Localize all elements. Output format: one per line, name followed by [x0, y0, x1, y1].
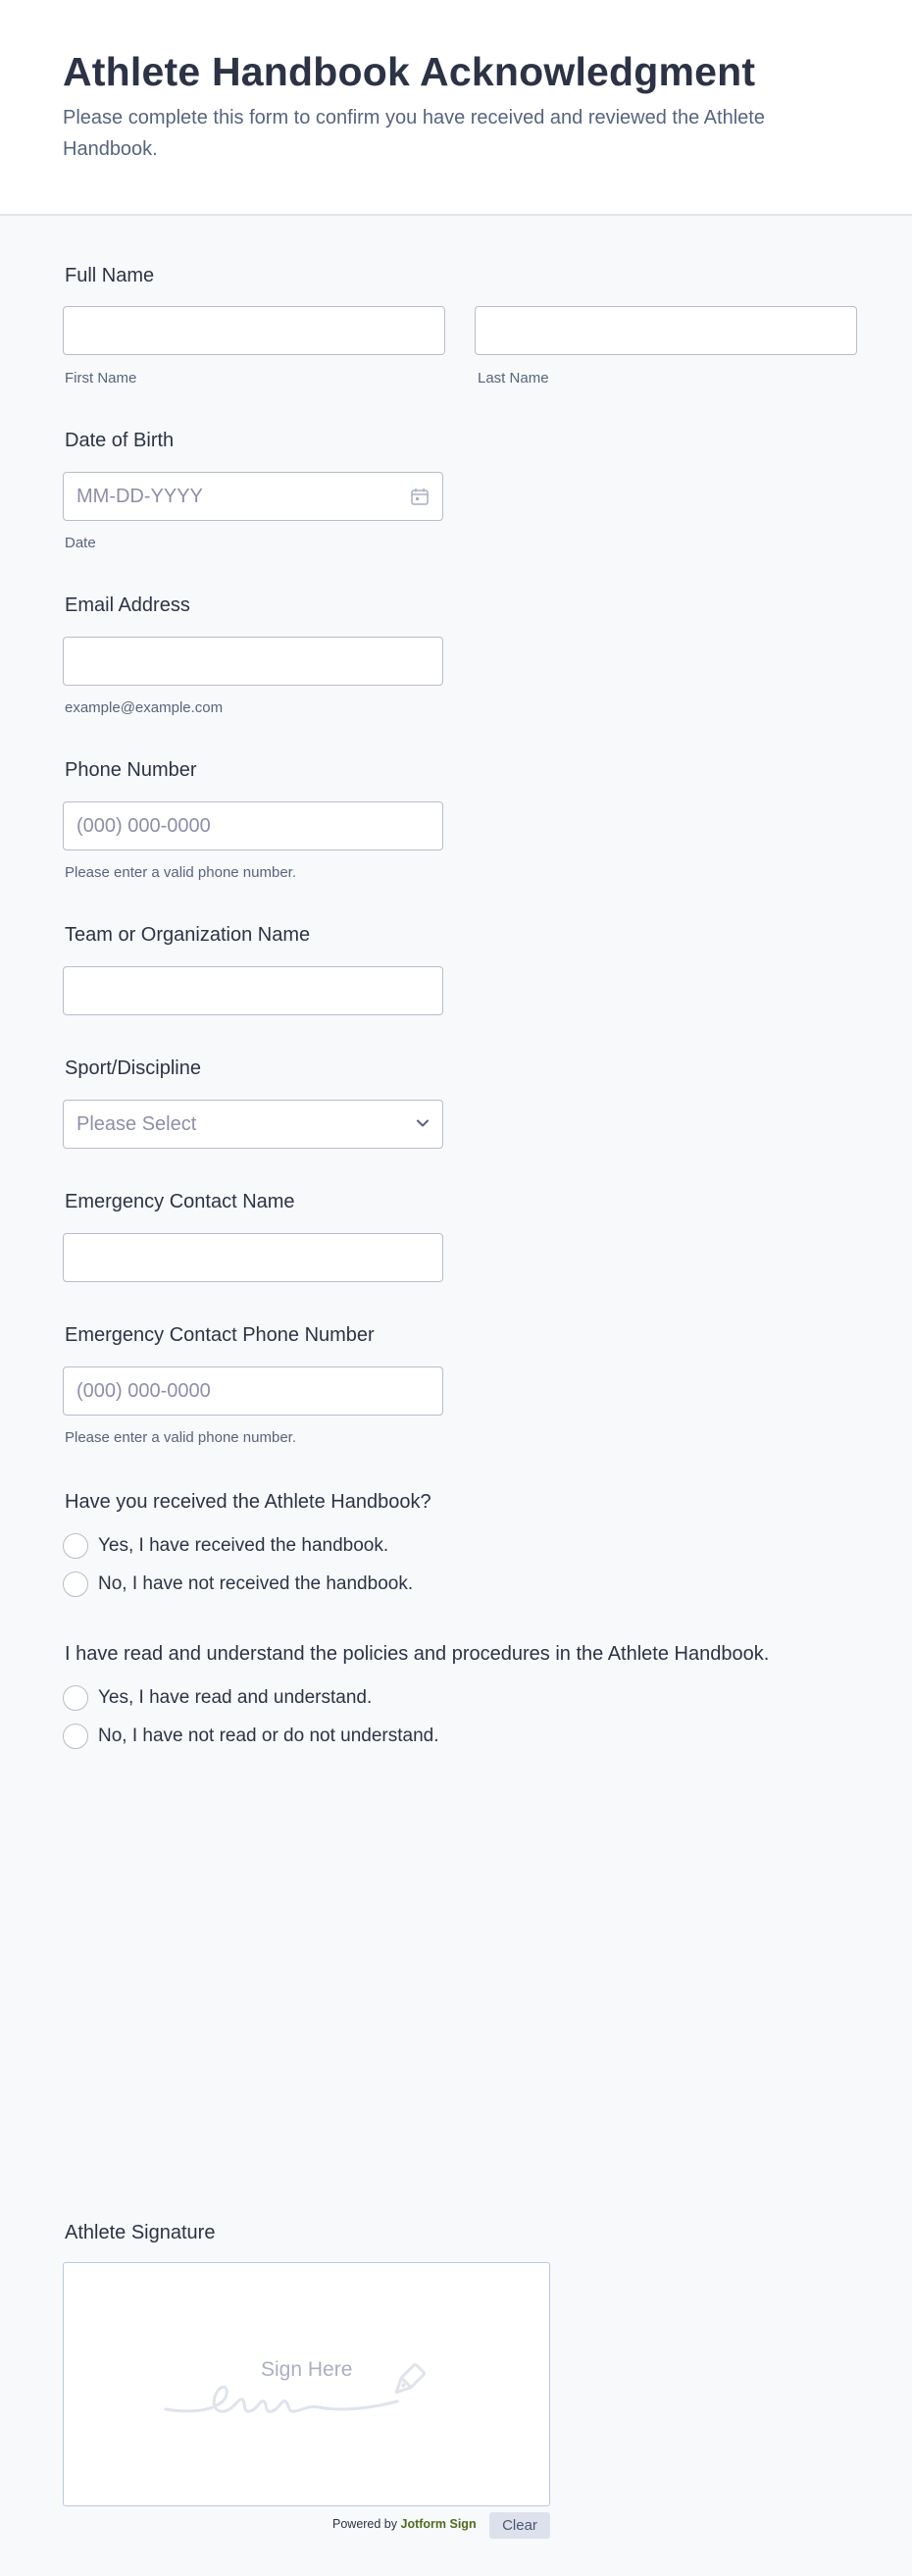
first-name-input[interactable]	[63, 306, 445, 355]
full-name-label: Full Name	[65, 265, 155, 286]
received-option-no[interactable]	[63, 1571, 413, 1598]
form-title: Athlete Handbook Acknowledgment	[63, 49, 756, 94]
radio-button[interactable]	[63, 1724, 88, 1749]
emergency-name-input[interactable]	[63, 1233, 443, 1282]
email-sublabel: example@example.com	[65, 699, 224, 716]
sport-label: Sport/Discipline	[65, 1057, 201, 1079]
form-subtitle: Please complete this form to confirm you have received and reviewed the Athlete Handbook.	[63, 107, 765, 160]
emergency-phone-sublabel: Please enter a valid phone number.	[65, 1429, 296, 1446]
jotform-sign-brand[interactable]: Jotform Sign	[400, 2517, 477, 2531]
powered-by-prefix: Powered by	[332, 2517, 398, 2531]
phone-label: Phone Number	[65, 759, 197, 781]
signature-label: Athlete Signature	[65, 2222, 216, 2243]
dob-label: Date of Birth	[65, 430, 175, 451]
phone-sublabel: Please enter a valid phone number.	[65, 864, 296, 881]
dob-sublabel: Date	[65, 535, 96, 551]
received-question: Have you received the Athlete Handbook?	[65, 1491, 431, 1513]
emergency-phone-label: Emergency Contact Phone Number	[65, 1324, 375, 1346]
radio-button[interactable]	[63, 1533, 88, 1559]
radio-button[interactable]	[63, 1685, 88, 1711]
radio-button[interactable]	[63, 1571, 88, 1597]
clear-signature-button[interactable]: Clear	[489, 2512, 550, 2539]
first-name-sublabel: First Name	[65, 370, 137, 386]
received-option-yes[interactable]	[63, 1532, 388, 1560]
calendar-icon[interactable]	[410, 487, 430, 511]
powered-by-text	[332, 2517, 477, 2531]
form-header	[0, 0, 912, 216]
understand-option-yes[interactable]	[63, 1684, 372, 1712]
email-input[interactable]	[63, 637, 443, 686]
dob-input[interactable]	[63, 472, 443, 521]
dob-field	[63, 472, 443, 521]
team-label: Team or Organization Name	[65, 924, 311, 946]
phone-input[interactable]	[63, 801, 443, 850]
chevron-down-icon	[416, 1113, 430, 1136]
radio-label: Yes, I have received the handbook.	[98, 1535, 389, 1556]
last-name-input[interactable]	[475, 306, 857, 355]
radio-label: Yes, I have read and understand.	[98, 1687, 373, 1708]
sign-here-placeholder: Sign Here	[261, 2358, 353, 2381]
sport-select[interactable]	[63, 1100, 443, 1149]
emergency-phone-input[interactable]	[63, 1366, 443, 1416]
emergency-name-label: Emergency Contact Name	[65, 1191, 295, 1212]
sport-select-value: Please Select	[76, 1112, 197, 1135]
team-input[interactable]	[63, 966, 443, 1015]
radio-label: No, I have not received the handbook.	[98, 1573, 414, 1594]
email-label: Email Address	[65, 594, 190, 616]
understand-question: I have read and understand the policies and procedures in the Athlete Handbook.	[65, 1643, 770, 1665]
understand-option-no[interactable]	[63, 1723, 439, 1750]
last-name-sublabel: Last Name	[478, 370, 549, 386]
radio-label: No, I have not read or do not understand.	[98, 1726, 439, 1746]
